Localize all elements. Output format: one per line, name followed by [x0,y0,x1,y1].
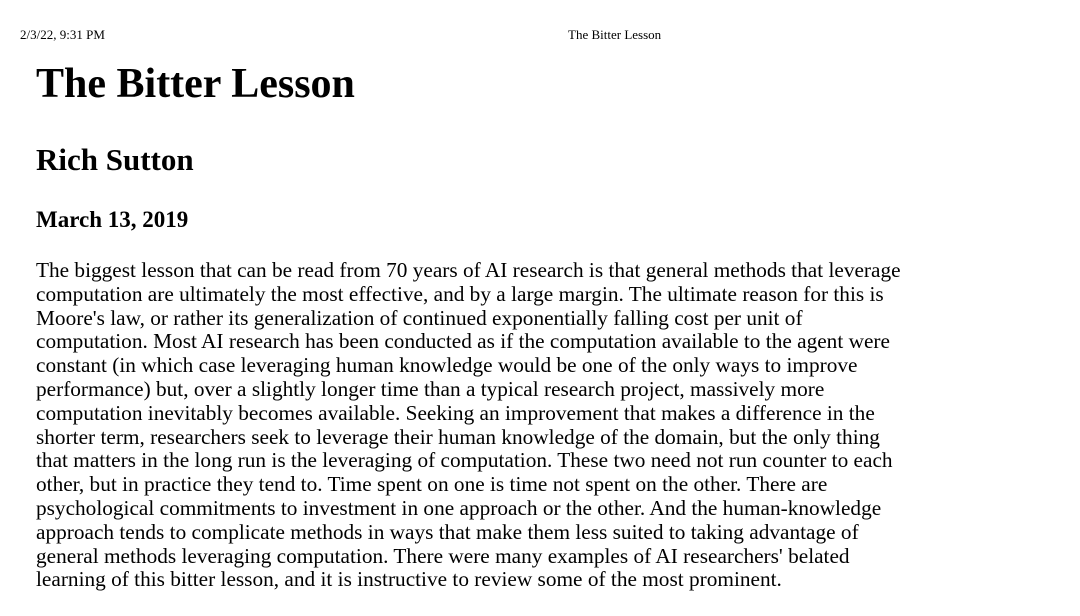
body-line: The biggest lesson that can be read from 70 years of AI research is that general methods that leverage [36,258,901,282]
body-line: Moore's law, or rather its generalization of continued exponentially falling cost per unit of [36,305,803,330]
body-line: constant (in which case leveraging human knowledge would be one of the only ways to improve [36,353,858,378]
body-line: general methods leveraging computation. There were many examples of AI researchers' belated [36,543,850,568]
body-line: that matters in the long run is the leveraging of computation. These two need not run counter to each [36,448,893,473]
body-line: computation are ultimately the most effective, and by a large margin. The ultimate reason for this is [36,281,884,306]
body-line: shorter term, researchers seek to leverage their human knowledge of the domain, but the only thing [36,424,880,449]
document-author: Rich Sutton [36,142,194,177]
body-line: computation inevitably becomes available. Seeking an improvement that makes a difference in the [36,400,875,425]
document-date: March 13, 2019 [36,207,189,232]
body-line: performance) but, over a slightly longer time than a typical research project, massively more [36,376,825,401]
document-content [36,58,1046,592]
body-line: learning of this bitter lesson, and it is instructive to review some of the most prominent. [36,567,782,592]
print-header [0,27,1080,43]
print-page-title: The Bitter Lesson [568,27,662,42]
body-line: computation. Most AI research has been conducted as if the computation available to the agent were [36,329,890,354]
body-line: other, but in practice they tend to. Time spent on one is time not spent on the other. There are [36,472,828,497]
document-title: The Bitter Lesson [36,61,355,107]
body-line: approach tends to complicate methods in ways that make them less suited to taking advantage of [36,519,859,544]
document-body-paragraph [36,259,1046,592]
print-datetime: 2/3/22, 9:31 PM [20,27,105,42]
body-line: psychological commitments to investment in one approach or the other. And the human-knowledge [36,495,882,520]
